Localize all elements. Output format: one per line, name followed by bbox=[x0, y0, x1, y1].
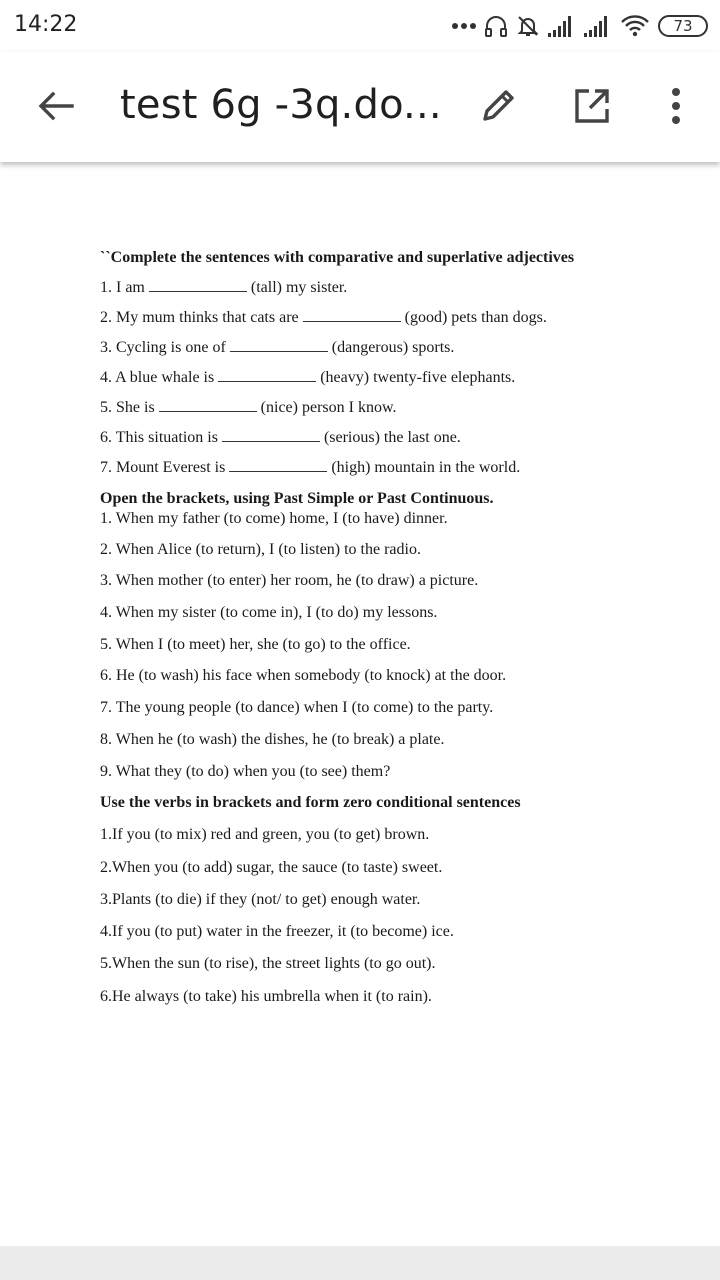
list-item bbox=[100, 459, 520, 477]
document-page[interactable] bbox=[0, 162, 720, 1246]
list-item bbox=[100, 369, 515, 387]
answer-blank bbox=[222, 441, 320, 442]
bell-off-icon bbox=[516, 14, 540, 38]
status-icons bbox=[452, 12, 708, 40]
answer-blank bbox=[230, 351, 328, 352]
item-text: 2. My mum thinks that cats are bbox=[100, 309, 299, 326]
list-item: 6. He (to wash) his face when somebody (to knock) at the door. bbox=[100, 667, 507, 684]
back-button[interactable] bbox=[34, 86, 78, 130]
signal-icon bbox=[584, 15, 612, 37]
answer-blank bbox=[159, 411, 257, 412]
edit-button[interactable] bbox=[474, 84, 522, 132]
item-text: (high) mountain in the world. bbox=[331, 459, 521, 476]
answer-blank bbox=[303, 321, 401, 322]
list-item: 3. When mother (to enter) her room, he (to draw) a picture. bbox=[100, 572, 479, 589]
wifi-icon bbox=[620, 14, 650, 38]
list-item bbox=[100, 279, 347, 297]
list-item: 2. When Alice (to return), I (to listen) to the radio. bbox=[100, 541, 421, 558]
section-heading-past-tenses: Open the brackets, using Past Simple or Past Continuous. bbox=[100, 490, 494, 507]
pencil-icon bbox=[479, 87, 517, 130]
list-item: 4. When my sister (to come in), I (to do) my lessons. bbox=[100, 604, 438, 621]
item-text: 5. She is bbox=[100, 399, 155, 416]
list-item: 3.Plants (to die) if they (not/ to get) enough water. bbox=[100, 891, 421, 908]
item-text: 6. This situation is bbox=[100, 429, 218, 446]
list-item: 1.If you (to mix) red and green, you (to get) brown. bbox=[100, 826, 430, 843]
open-external-button[interactable] bbox=[568, 84, 616, 132]
headphones-icon bbox=[484, 14, 508, 38]
status-bar bbox=[0, 0, 720, 52]
app-toolbar bbox=[0, 52, 720, 162]
answer-blank bbox=[229, 471, 327, 472]
answer-blank bbox=[149, 291, 247, 292]
item-text: 3. Cycling is one of bbox=[100, 339, 226, 356]
item-text: (nice) person I know. bbox=[260, 399, 397, 416]
answer-blank bbox=[218, 381, 316, 382]
item-text: (serious) the last one. bbox=[323, 429, 461, 446]
list-item bbox=[100, 309, 547, 327]
list-item: 6.He always (to take) his umbrella when it (to rain). bbox=[100, 988, 432, 1005]
item-text: (tall) my sister. bbox=[250, 279, 348, 296]
list-item: 5.When the sun (to rise), the street lights (to go out). bbox=[100, 955, 436, 972]
list-item: 9. What they (to do) when you (to see) them? bbox=[100, 763, 391, 780]
item-text: (dangerous) sports. bbox=[331, 339, 455, 356]
more-dots-icon bbox=[452, 22, 476, 30]
item-text: (heavy) twenty-five elephants. bbox=[320, 369, 516, 386]
status-time: 14:22 bbox=[14, 12, 78, 37]
item-text: 1. I am bbox=[100, 279, 145, 296]
battery-level: 73 bbox=[673, 17, 693, 35]
list-item: 7. The young people (to dance) when I (to come) to the party. bbox=[100, 699, 494, 716]
section-heading-comparatives: ``Complete the sentences with comparative and superlative adjectives bbox=[100, 249, 575, 266]
list-item: 2.When you (to add) sugar, the sauce (to taste) sweet. bbox=[100, 859, 443, 876]
item-text: 7. Mount Everest is bbox=[100, 459, 226, 476]
item-text: 4. A blue whale is bbox=[100, 369, 215, 386]
document-title: test 6g -3q.do... bbox=[120, 82, 442, 128]
list-item: 5. When I (to meet) her, she (to go) to the office. bbox=[100, 636, 411, 653]
more-vertical-icon bbox=[671, 88, 681, 129]
list-item bbox=[100, 339, 454, 357]
back-arrow-icon bbox=[38, 91, 74, 126]
list-item: 1. When my father (to come) home, I (to have) dinner. bbox=[100, 510, 448, 527]
item-text: (good) pets than dogs. bbox=[404, 309, 547, 326]
section-heading-zero-conditional: Use the verbs in brackets and form zero conditional sentences bbox=[100, 794, 521, 811]
battery-icon bbox=[658, 15, 708, 37]
more-options-button[interactable] bbox=[656, 84, 696, 132]
signal-icon bbox=[548, 15, 576, 37]
list-item: 8. When he (to wash) the dishes, he (to break) a plate. bbox=[100, 731, 445, 748]
open-external-icon bbox=[573, 87, 611, 130]
list-item bbox=[100, 399, 396, 417]
list-item bbox=[100, 429, 461, 447]
list-item: 4.If you (to put) water in the freezer, it (to become) ice. bbox=[100, 923, 454, 940]
